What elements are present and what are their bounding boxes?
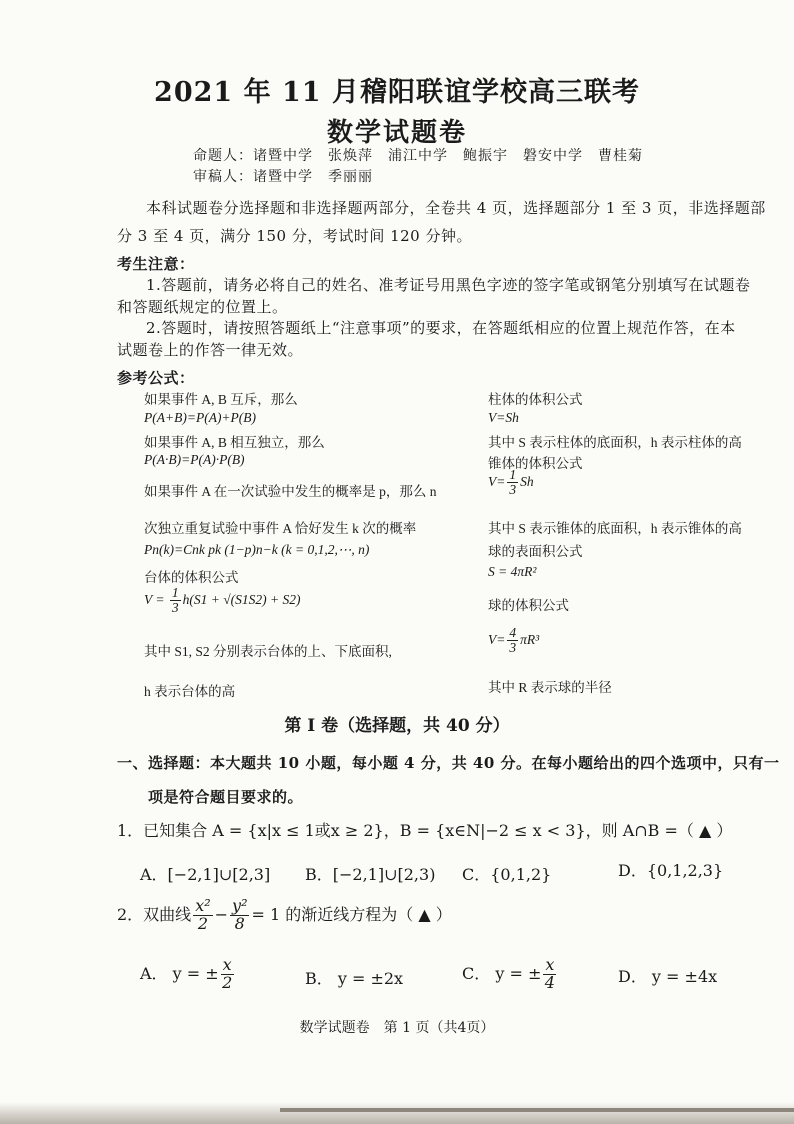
fraction: $\frac{\text{x²}}{2}$	[195, 896, 211, 933]
page-footer: 数学试题卷 第 1 页（共4页）	[299, 1020, 495, 1036]
formula-left-6: 次独立重复试验中事件 A 恰好发生 k 次的概率	[144, 521, 417, 536]
question-1-option-b: B．[−2,1]∪[2,3)	[305, 865, 436, 884]
formula-left-4: P(A·B)=P(A)·P(B)	[144, 452, 245, 467]
formula-right-1: 柱体的体积公式	[488, 392, 583, 407]
question-2-option-d: D． y = ±4x	[618, 967, 718, 986]
question-2-option-a: A． y = ± $\frac{x}{2}$	[140, 955, 233, 992]
exam-subtitle: 数学试题卷	[326, 118, 467, 148]
notice-2-line-2: 试题卷上的作答一律无效。	[117, 341, 304, 359]
question-2-option-c: C． y = ± $\frac{x}{4}$	[462, 955, 555, 992]
fraction: $\frac{4}{3}$	[509, 625, 517, 656]
notice-1-line-2: 和答题纸规定的位置上。	[117, 298, 288, 316]
formula-left-7: Pn(k)=Cnk pk (1−p)n−k (k = 0,1,2,⋯, n)	[144, 542, 370, 557]
formula-left-1: 如果事件 A, B 互斥，那么	[144, 392, 298, 407]
question-2-stem: 2．双曲线 $\frac{\text{x²}}{2}$ − $\frac{\text{y²}}{8}$ = 1 的渐近线方程为（ ▲ ）	[117, 896, 452, 933]
question-2-option-b: B． y = ±2x	[305, 969, 404, 988]
formula-right-8: S = 4πR²	[488, 564, 537, 579]
fraction: $\frac{x}{4}$	[544, 955, 555, 992]
formula-left-8: 台体的体积公式	[144, 570, 239, 585]
formula-left-2: P(A+B)=P(A)+P(B)	[144, 410, 257, 425]
formula-left-3: 如果事件 A, B 相互独立，那么	[144, 435, 325, 450]
formula-left-10: 其中 S1, S2 分别表示台体的上、下底面积,	[144, 644, 392, 659]
part1-instructions-2: 项是符合题目要求的。	[148, 788, 304, 806]
fraction: $\frac{x}{2}$	[222, 955, 233, 992]
formula-heading: 参考公式：	[117, 369, 195, 387]
formula-right-6: 其中 S 表示锥体的底面积，h 表示锥体的高	[488, 521, 742, 536]
question-1-option-d: D．{0,1,2,3}	[618, 861, 724, 880]
question-1-option-c: C．{0,1,2}	[462, 865, 552, 884]
formula-left-11: h 表示台体的高	[144, 684, 236, 699]
formula-right-2: V=Sh	[488, 410, 519, 425]
section-title: 第 I 卷（选择题，共 40 分）	[284, 716, 510, 736]
formula-right-7: 球的表面积公式	[488, 544, 583, 559]
intro-text-2: 分 3 至 4 页，满分 150 分，考试时间 120 分钟。	[117, 227, 472, 245]
formula-right-9: 球的体积公式	[488, 598, 569, 613]
notice-2-line-1: 2.答题时，请按照答题纸上“注意事项”的要求，在答题纸相应的位置上规范作答，在本	[146, 319, 736, 337]
formula-left-9: V = $\frac{1}{3}$ h(S1 + √(S1S2) + S2)	[144, 585, 301, 616]
fraction: $\frac{\text{y²}}{8}$	[232, 896, 248, 933]
question-1-option-a: A．[−2,1]∪[2,3]	[140, 865, 271, 884]
notice-1-line-1: 1.答题前，请务必将自己的姓名、准考证号用黑色字迹的签字笔或钢笔分别填写在试题卷	[146, 276, 751, 294]
question-1-stem: 1．已知集合 A = {x|x ≤ 1或x ≥ 2}，B = {x∈N|−2 ≤ x < 3}，则 A∩B =（ ▲ ）	[117, 821, 733, 840]
exam-title: 2021 年 11 月稽阳联谊学校高三联考	[154, 77, 640, 108]
notice-heading: 考生注意：	[117, 255, 195, 273]
reviewers-line: 审稿人：诸暨中学 季丽丽	[193, 169, 373, 185]
part1-instructions-1: 一、选择题：本大题共 10 小题，每小题 4 分，共 40 分。在每小题给出的四个选项中，只有一	[117, 754, 780, 772]
formula-right-5: V= $\frac{1}{3}$ Sh	[488, 467, 534, 498]
formula-left-5: 如果事件 A 在一次试验中发生的概率是 p，那么 n	[144, 484, 437, 499]
fraction: $\frac{1}{3}$	[509, 467, 517, 498]
paper-edge-line	[280, 1108, 794, 1112]
formula-right-11: 其中 R 表示球的半径	[488, 680, 612, 695]
paper-edge-shadow	[0, 1102, 794, 1124]
fraction: $\frac{1}{3}$	[171, 585, 179, 616]
authors-line: 命题人：诸暨中学 张焕萍 浦江中学 鲍振宇 磐安中学 曹桂菊	[193, 148, 643, 164]
formula-right-10: V= $\frac{4}{3}$ πR³	[488, 625, 540, 656]
formula-right-4: 锥体的体积公式	[488, 456, 583, 471]
formula-right-3: 其中 S 表示柱体的底面积，h 表示柱体的高	[488, 435, 742, 450]
intro-text-1: 本科试题卷分选择题和非选择题两部分，全卷共 4 页，选择题部分 1 至 3 页，非选择题部	[146, 199, 766, 217]
